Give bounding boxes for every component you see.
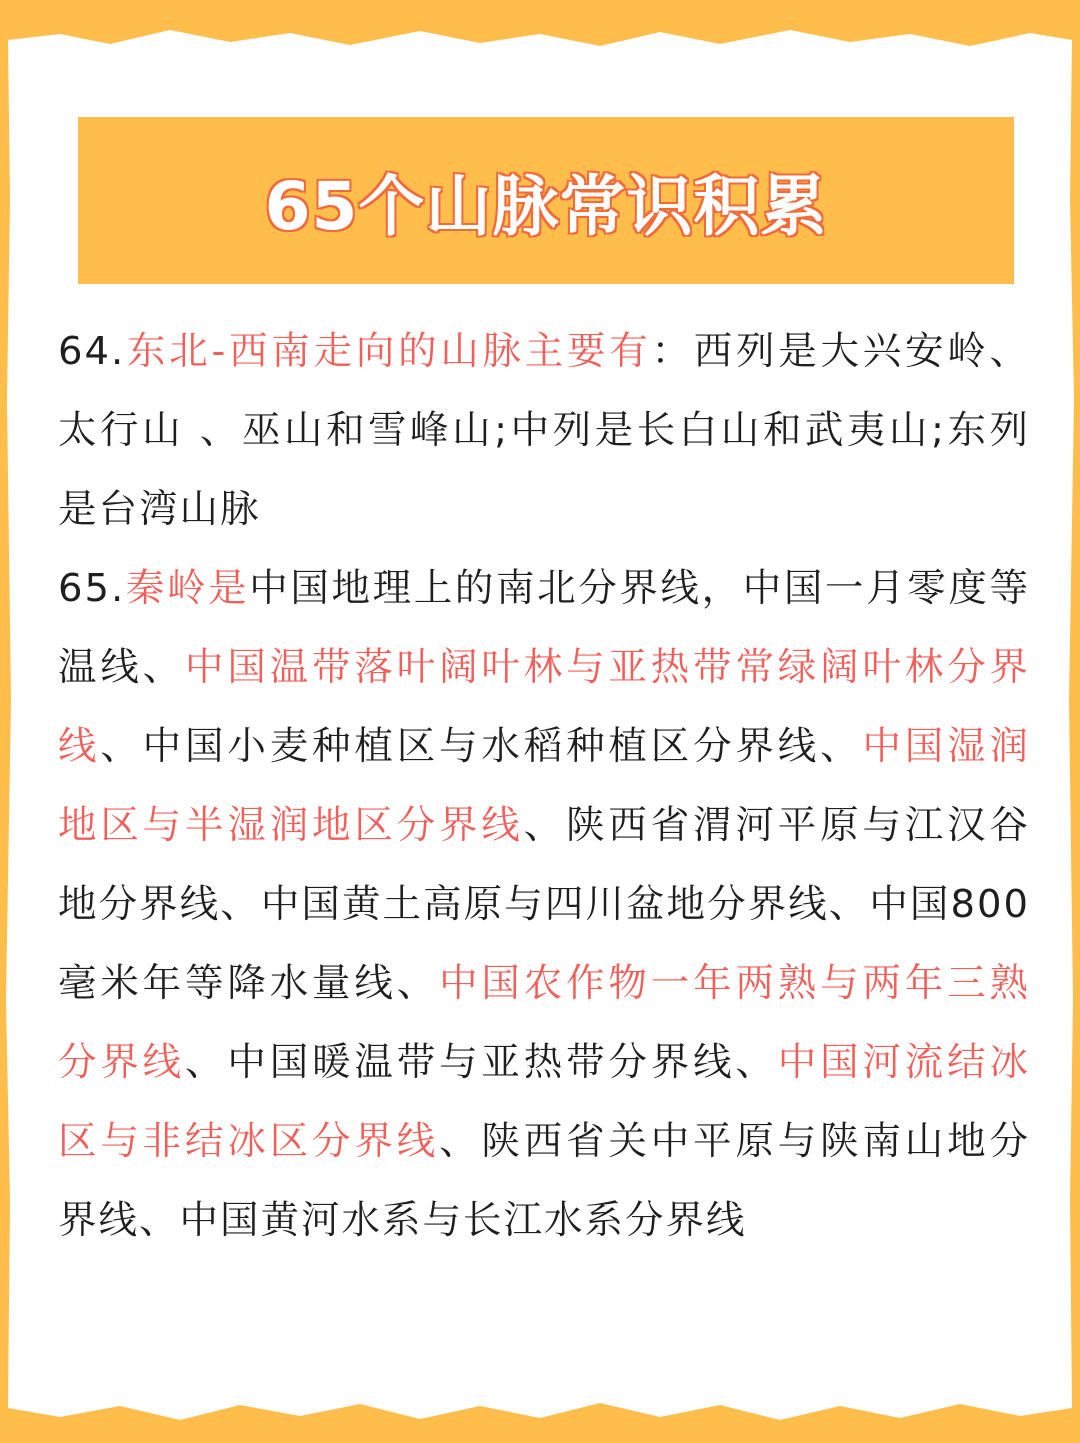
body-text: 中国地理上的南北分界线，中国一月零度等温线、: [58, 566, 1030, 690]
title-banner: [78, 117, 1014, 284]
page-title: 65个山脉常识积累: [264, 168, 828, 245]
highlight-text: 中国湿润地区与半湿润地区分界线: [58, 724, 1030, 848]
body-text: 、中国暖温带与亚热带分界线、: [185, 1040, 778, 1085]
item-number: 64.: [58, 329, 126, 374]
body-text: 、陕西省关中平原与陕南山地分界线、中国黄河水系与长江水系分界线: [58, 1119, 1030, 1243]
content-body: [58, 312, 1030, 1260]
highlight-text: 中国农作物一年两熟与两年三熟分界线: [58, 961, 1030, 1085]
body-text: 、中国小麦种植区与水稻种植区分界线、: [100, 724, 863, 769]
highlight-text: 秦岭是: [125, 566, 250, 611]
list-item: [58, 549, 1030, 1260]
highlight-text: 中国河流结冰区与非结冰区分界线: [58, 1040, 1030, 1164]
item-number: 65.: [58, 566, 126, 611]
body-text: ：西列是大兴安岭、太行山 、巫山和雪峰山;中列是长白山和武夷山;东列是台湾山脉: [58, 329, 1030, 532]
list-item: [58, 312, 1030, 549]
highlight-text: 东北-西南走向的山脉主要有: [125, 329, 652, 374]
highlight-text: 中国温带落叶阔叶林与亚热带常绿阔叶林分界线: [58, 645, 1030, 769]
body-text: 、陕西省渭河平原与江汉谷地分界线、中国黄土高原与四川盆地分界线、中国800毫米年等降水量线、: [58, 803, 1030, 1006]
